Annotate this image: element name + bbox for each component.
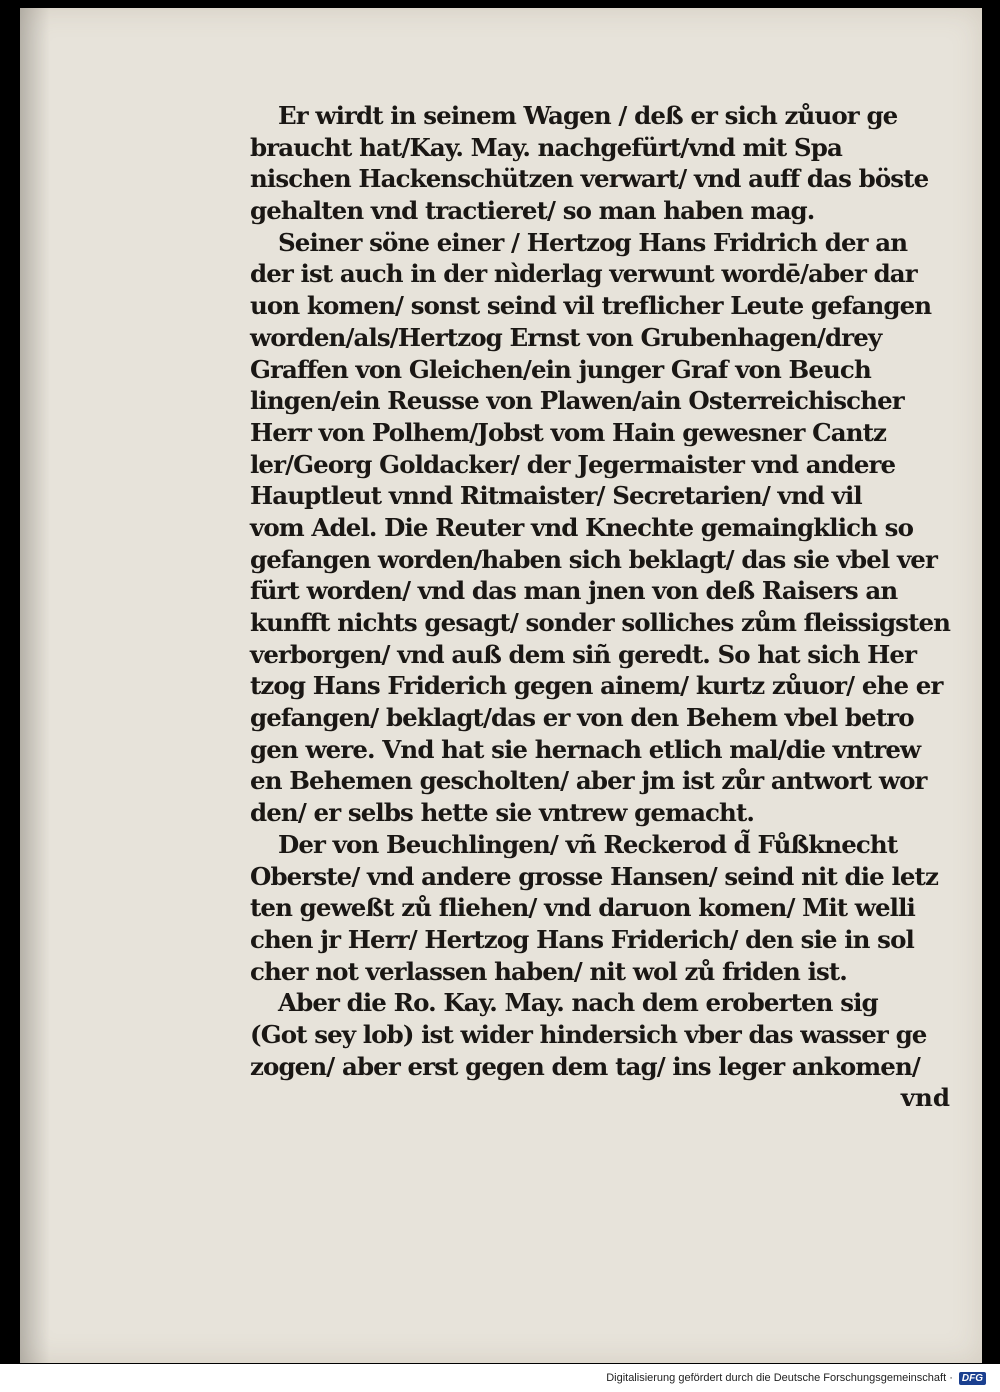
text-line: tzog Hans Friderich gegen ainem/ kurtz zůuor/ ehe er <box>250 671 943 701</box>
text-line: Oberste/ vnd andere grosse Hansen/ seind nit die letz <box>250 861 938 891</box>
text-block <box>250 100 950 1114</box>
text-line: verborgen/ vnd auß dem siñ geredt. So hat sich Her <box>250 639 917 669</box>
text-line: cher not verlassen haben/ nit wol zů friden ist. <box>250 956 847 986</box>
text-line: Hauptleut vnnd Ritmaister/ Secretarien/ vnd vil <box>250 481 862 511</box>
text-line: gefangen/ beklagt/das er von den Behem vbel betro <box>250 703 914 733</box>
text-line: gehalten vnd tractieret/ so man haben mag. <box>250 196 815 226</box>
text-line: Graffen von Gleichen/ein junger Graf von Beuch <box>250 354 871 384</box>
text-line: braucht hat/Kay. May. nachgefürt/vnd mit Spa <box>250 132 842 162</box>
text-line: Herr von Polhem/Jobst vom Hain gewesner Cantz <box>250 417 887 447</box>
catchword: vnd <box>900 1083 950 1113</box>
text-line: (Got sey lob) ist wider hindersich vber das wasser ge <box>250 1019 927 1049</box>
text-line: en Behemen gescholten/ aber jm ist zůr antwort wor <box>250 766 927 796</box>
text-line: vom Adel. Die Reuter vnd Knechte gemaingklich so <box>250 512 914 542</box>
text-line: nischen Hackenschützen verwart/ vnd auff das böste <box>250 164 929 194</box>
text-line: Aber die Ro. Kay. May. nach dem eroberten sig <box>278 988 878 1018</box>
scanned-page <box>20 8 982 1363</box>
text-line: uon komen/ sonst seind vil treflicher Leute gefangen <box>250 291 932 321</box>
text-line: lingen/ein Reusse von Plawen/ain Osterreichischer <box>250 386 904 416</box>
text-line: Er wirdt in seinem Wagen / deß er sich zůuor ge <box>278 101 898 130</box>
dfg-logo-icon: DFG <box>959 1372 986 1385</box>
text-line: der ist auch in der nìderlag verwunt wordē/aber dar <box>250 259 917 289</box>
text-line: gen were. Vnd hat sie hernach etlich mal/die vntrew <box>250 734 921 764</box>
text-line: den/ er selbs hette sie vntrew gemacht. <box>250 798 755 828</box>
page-gutter-shadow <box>20 8 50 1363</box>
text-line: gefangen worden/haben sich beklagt/ das sie vbel ver <box>250 544 938 574</box>
text-line: worden/als/Hertzog Ernst von Grubenhagen/drey <box>250 322 882 352</box>
text-line: chen jr Herr/ Hertzog Hans Friderich/ den sie in sol <box>250 924 914 954</box>
text-line: kunfft nichts gesagt/ sonder solliches zům fleissigsten <box>250 608 951 637</box>
text-line: zogen/ aber erst gegen dem tag/ ins leger ankomen/ <box>250 1051 920 1081</box>
text-line: Seiner söne einer / Hertzog Hans Fridrich der an <box>278 227 908 257</box>
separator-dot: · <box>946 1372 953 1384</box>
text-line: ten geweßt zů fliehen/ vnd daruon komen/ Mit welli <box>250 893 915 923</box>
footer-credit: Digitalisierung gefördert durch die Deutsche Forschungsgemeinschaft <box>606 1372 947 1384</box>
text-line: ler/Georg Goldacker/ der Jegermaister vnd andere <box>250 449 896 479</box>
text-line: Der von Beuchlingen/ vñ Reckerod d̃ Fůßknecht <box>278 829 898 859</box>
digitization-footer <box>0 1364 1000 1392</box>
text-line: fürt worden/ vnd das man jnen von deß Raisers an <box>250 576 898 606</box>
